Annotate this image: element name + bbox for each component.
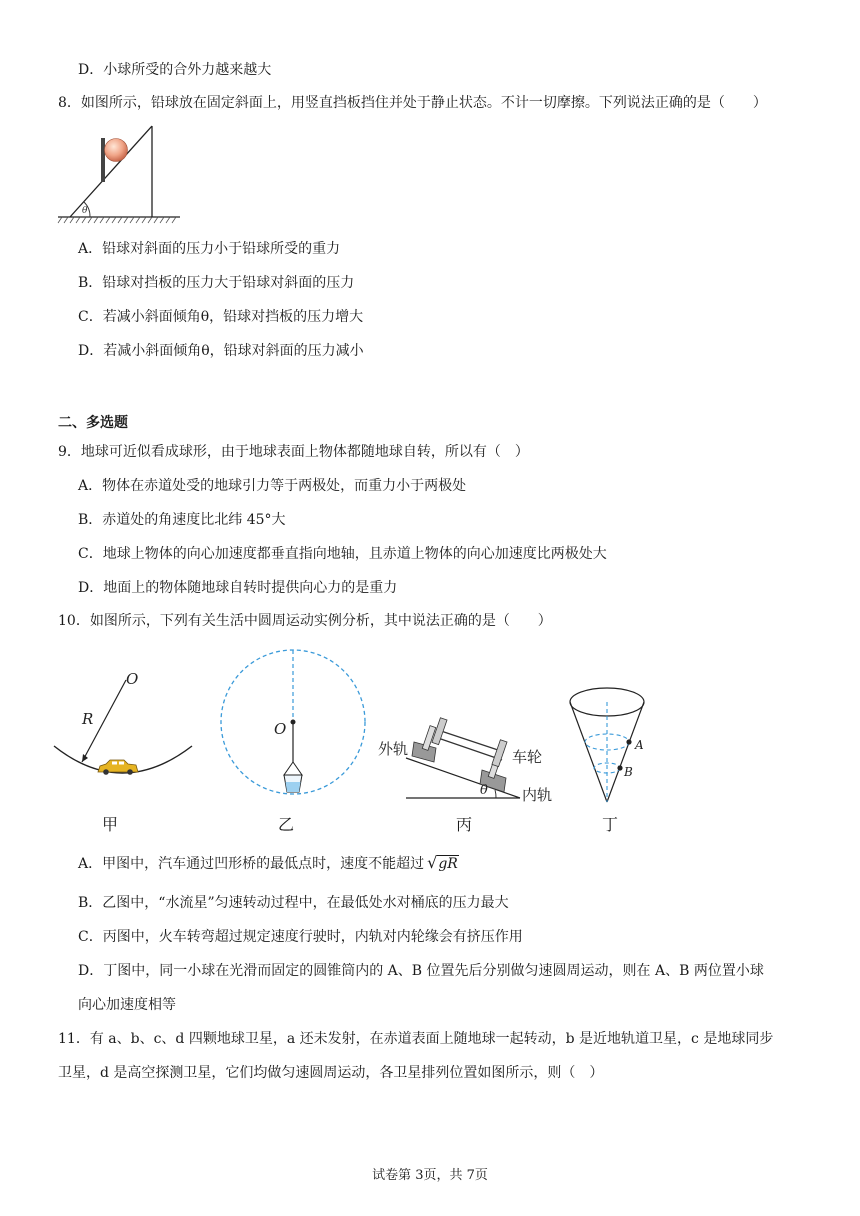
wheel-label: 车轮 xyxy=(512,748,543,766)
radius-label: R xyxy=(82,710,94,728)
q8-figure xyxy=(56,120,186,226)
q8-option-a: A．铅球对斜面的压力小于铅球所受的重力 xyxy=(78,241,341,257)
figure-bing xyxy=(376,700,562,804)
q10-option-b: B．乙图中，“水流星”匀速转动过程中，在最低处水对桶底的压力最大 xyxy=(78,895,509,911)
sqrt-formula: √gR xyxy=(427,853,458,872)
bank-angle-label: θ xyxy=(480,783,488,798)
cone-right-edge xyxy=(607,702,644,802)
ground xyxy=(58,217,180,223)
q9-option-a: A．物体在赤道处受的地球引力等于两极处，而重力小于两极处 xyxy=(78,478,467,494)
caption-bing: 丙 xyxy=(456,815,473,834)
baffle-board xyxy=(101,138,105,182)
figure-yi xyxy=(218,642,368,802)
sqrt-radicand: gR xyxy=(438,856,458,872)
section-title: 二、多选题 xyxy=(58,415,128,431)
q10-option-d-line1: D．丁图中，同一小球在光滑而固定的圆锥筒内的 A、B 位置先后分别做匀速圆周运动，则在 A、B 两位置小球 xyxy=(78,963,764,979)
ball-b xyxy=(617,765,622,770)
outer-rail xyxy=(412,726,436,762)
q8-option-c: C．若减小斜面倾角θ，铅球对挡板的压力增大 xyxy=(78,309,364,325)
point-b-label: B xyxy=(624,765,633,779)
q9-stem: 9．地球可近似看成球形，由于地球表面上物体都随地球自转，所以有（ ） xyxy=(58,444,529,460)
q10-stem: 10．如图所示，下列有关生活中圆周运动实例分析，其中说法正确的是（ ） xyxy=(58,613,552,629)
theta-label: θ xyxy=(82,206,88,216)
q7-option-d: D．小球所受的合外力越来越大 xyxy=(78,62,272,78)
inner-rail-label: 内轨 xyxy=(522,786,553,804)
pivot-label: O xyxy=(274,720,287,738)
q11-stem-line1: 11．有 a、b、c、d 四颗地球卫星，a 还未发射，在赤道表面上随地球一起转动，b 是近地轨道卫星，c 是地球同步 xyxy=(58,1031,774,1047)
page-footer: 试卷第 3页，共 7页 xyxy=(372,1168,488,1183)
q8-option-d: D．若减小斜面倾角θ，铅球对斜面的压力减小 xyxy=(78,343,364,359)
caption-jia: 甲 xyxy=(102,815,119,834)
q9-option-b: B．赤道处的角速度比北纬 45°大 xyxy=(78,512,286,528)
lead-ball xyxy=(105,139,128,162)
figure-jia xyxy=(50,668,196,778)
axle xyxy=(432,718,507,767)
pivot-point xyxy=(291,720,296,725)
ball-a xyxy=(626,739,631,744)
q10-option-d-line2: 向心加速度相等 xyxy=(78,997,176,1013)
q9-option-c: C．地球上物体的向心加速度都垂直指向地轴，且赤道上物体的向心加速度比两极处大 xyxy=(78,546,607,562)
q8-option-b: B．铅球对挡板的压力大于铅球对斜面的压力 xyxy=(78,275,355,291)
figure-ding xyxy=(566,682,656,806)
q9-option-d: D．地面上的物体随地球自转时提供向心力的是重力 xyxy=(78,580,398,596)
outer-rail-label: 外轨 xyxy=(378,740,409,758)
cone-left-edge xyxy=(570,702,607,802)
q11-stem-line2: 卫星，d 是高空探测卫星，它们均做匀速圆周运动，各卫星排列位置如图所示，则（ ） xyxy=(58,1065,604,1081)
point-a-label: A xyxy=(635,738,644,752)
bank-angle-arc xyxy=(495,790,496,798)
q10-option-c: C．丙图中，火车转弯超过规定速度行驶时，内轨对内轮缘会有挤压作用 xyxy=(78,929,523,945)
center-label: O xyxy=(126,670,139,688)
bucket-icon xyxy=(284,762,302,792)
caption-yi: 乙 xyxy=(278,815,295,834)
q10-option-a-text: A．甲图中，汽车通过凹形桥的最低点时，速度不能超过 xyxy=(78,856,425,872)
q10-option-a xyxy=(78,854,459,873)
q8-stem: 8．如图所示，铅球放在固定斜面上，用竖直挡板挡住并处于静止状态。不计一切摩擦。下列说法正确的是（ ） xyxy=(58,95,767,111)
caption-ding: 丁 xyxy=(602,815,619,834)
